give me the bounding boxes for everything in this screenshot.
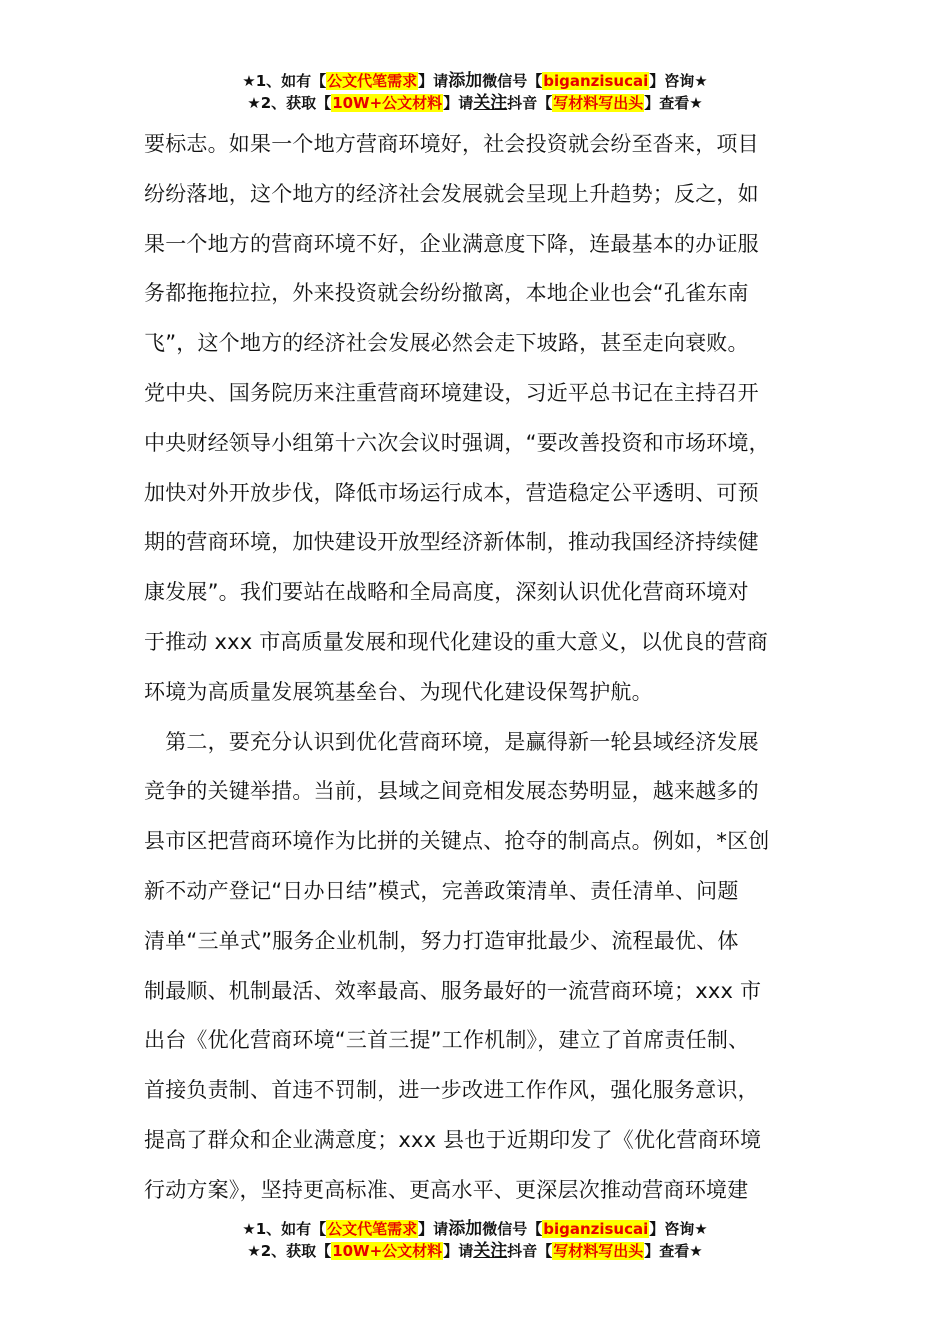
body-line: 期的营商环境，加快建设开放型经济新体制，推动我国经济持续健: [144, 530, 759, 555]
banner-text: 】咨询★: [649, 72, 708, 90]
document-body: [144, 120, 824, 1216]
body-line: 制最顺、机制最活、效率最高、服务最好的一流营商环境；xxx 市: [144, 978, 762, 1003]
banner-text: 】请: [418, 72, 449, 90]
body-line: 要标志。如果一个地方营商环境好，社会投资就会纷至沓来，项目: [144, 132, 759, 156]
banner-text: 抖音【: [507, 1242, 553, 1260]
body-line: 竞争的关键举措。当前，县域之间竞相发展态势明显，越来越多的: [144, 779, 759, 804]
banner-line-1: [0, 70, 950, 92]
header-banner: [0, 70, 950, 114]
body-line: 环境为高质量发展筑基垒台、为现代化建设保驾护航。: [144, 679, 653, 704]
highlight-wechat-id: biganzisucai: [543, 72, 649, 90]
highlight-douyin-account: 写材料写出头: [553, 94, 644, 112]
banner-text: 】请: [418, 1220, 449, 1238]
highlight-wechat-id: biganzisucai: [543, 1220, 649, 1238]
body-line: 出台《优化营商环境“三首三提”工作机制》，建立了首席责任制、: [144, 1028, 750, 1053]
body-line: 首接负责制、首违不罚制，进一步改进工作作风，强化服务意识，: [144, 1078, 759, 1103]
banner-text: ★1、如有【: [242, 72, 327, 90]
banner-text: 抖音【: [507, 94, 553, 112]
banner-emphasis: 关注: [473, 1241, 508, 1261]
body-line: 纷纷落地，这个地方的经济社会发展就会呈现上升趋势；反之，如: [144, 181, 759, 206]
banner-emphasis: 关注: [473, 93, 508, 113]
banner-line-2: [0, 1240, 950, 1262]
banner-text: ★2、获取【: [247, 1242, 332, 1260]
banner-text: 】咨询★: [649, 1220, 708, 1238]
banner-text: 】查看★: [644, 1242, 703, 1260]
body-line: 党中央、国务院历来注重营商环境建设，习近平总书记在主持召开: [144, 380, 759, 405]
body-line: 康发展”。我们要站在战略和全局高度，深刻认识优化营商环境对: [144, 580, 749, 605]
paragraph-start-line: 第二，要充分认识到优化营商环境，是赢得新一轮县域经济发展: [144, 729, 759, 754]
banner-text: 微信号【: [482, 72, 543, 90]
banner-text: 】请: [443, 1242, 474, 1260]
body-line: 清单“三单式”服务企业机制，努力打造审批最少、流程最优、体: [144, 928, 739, 953]
banner-text: 】查看★: [644, 94, 703, 112]
banner-line-2: [0, 92, 950, 114]
footer-banner: [0, 1218, 950, 1262]
highlight-douyin-account: 写材料写出头: [553, 1242, 644, 1260]
highlight-service: 公文代笔需求: [327, 72, 418, 90]
body-line: 提高了群众和企业满意度；xxx 县也于近期印发了《优化营商环境: [144, 1127, 762, 1152]
highlight-materials: 10W+公文材料: [332, 94, 443, 112]
body-line: 飞”，这个地方的经济社会发展必然会走下坡路，甚至走向衰败。: [144, 331, 749, 356]
body-line: 加快对外开放步伐，降低市场运行成本，营造稳定公平透明、可预: [144, 480, 759, 505]
body-line: 中央财经领导小组第十六次会议时强调，“要改善投资和市场环境，: [144, 430, 770, 455]
body-line: 务都拖拖拉拉，外来投资就会纷纷撤离，本地企业也会“孔雀东南: [144, 281, 749, 306]
banner-line-1: [0, 1218, 950, 1240]
body-line: 果一个地方的营商环境不好，企业满意度下降，连最基本的办证服: [144, 231, 759, 256]
banner-emphasis: 添加: [448, 71, 483, 91]
body-line: 行动方案》，坚持更高标准、更高水平、更深层次推动营商环境建: [144, 1177, 749, 1202]
body-line: 于推动 xxx 市高质量发展和现代化建设的重大意义，以优良的营商: [144, 629, 769, 654]
banner-text: 】请: [443, 94, 474, 112]
highlight-service: 公文代笔需求: [327, 1220, 418, 1238]
banner-text: 微信号【: [482, 1220, 543, 1238]
highlight-materials: 10W+公文材料: [332, 1242, 443, 1260]
body-line: 新不动产登记“日办日结”模式，完善政策清单、责任清单、问题: [144, 878, 739, 903]
banner-emphasis: 添加: [448, 1219, 483, 1239]
banner-text: ★1、如有【: [242, 1220, 327, 1238]
body-line: 县市区把营商环境作为比拼的关键点、抢夺的制高点。例如，*区创: [144, 829, 770, 854]
banner-text: ★2、获取【: [247, 94, 332, 112]
